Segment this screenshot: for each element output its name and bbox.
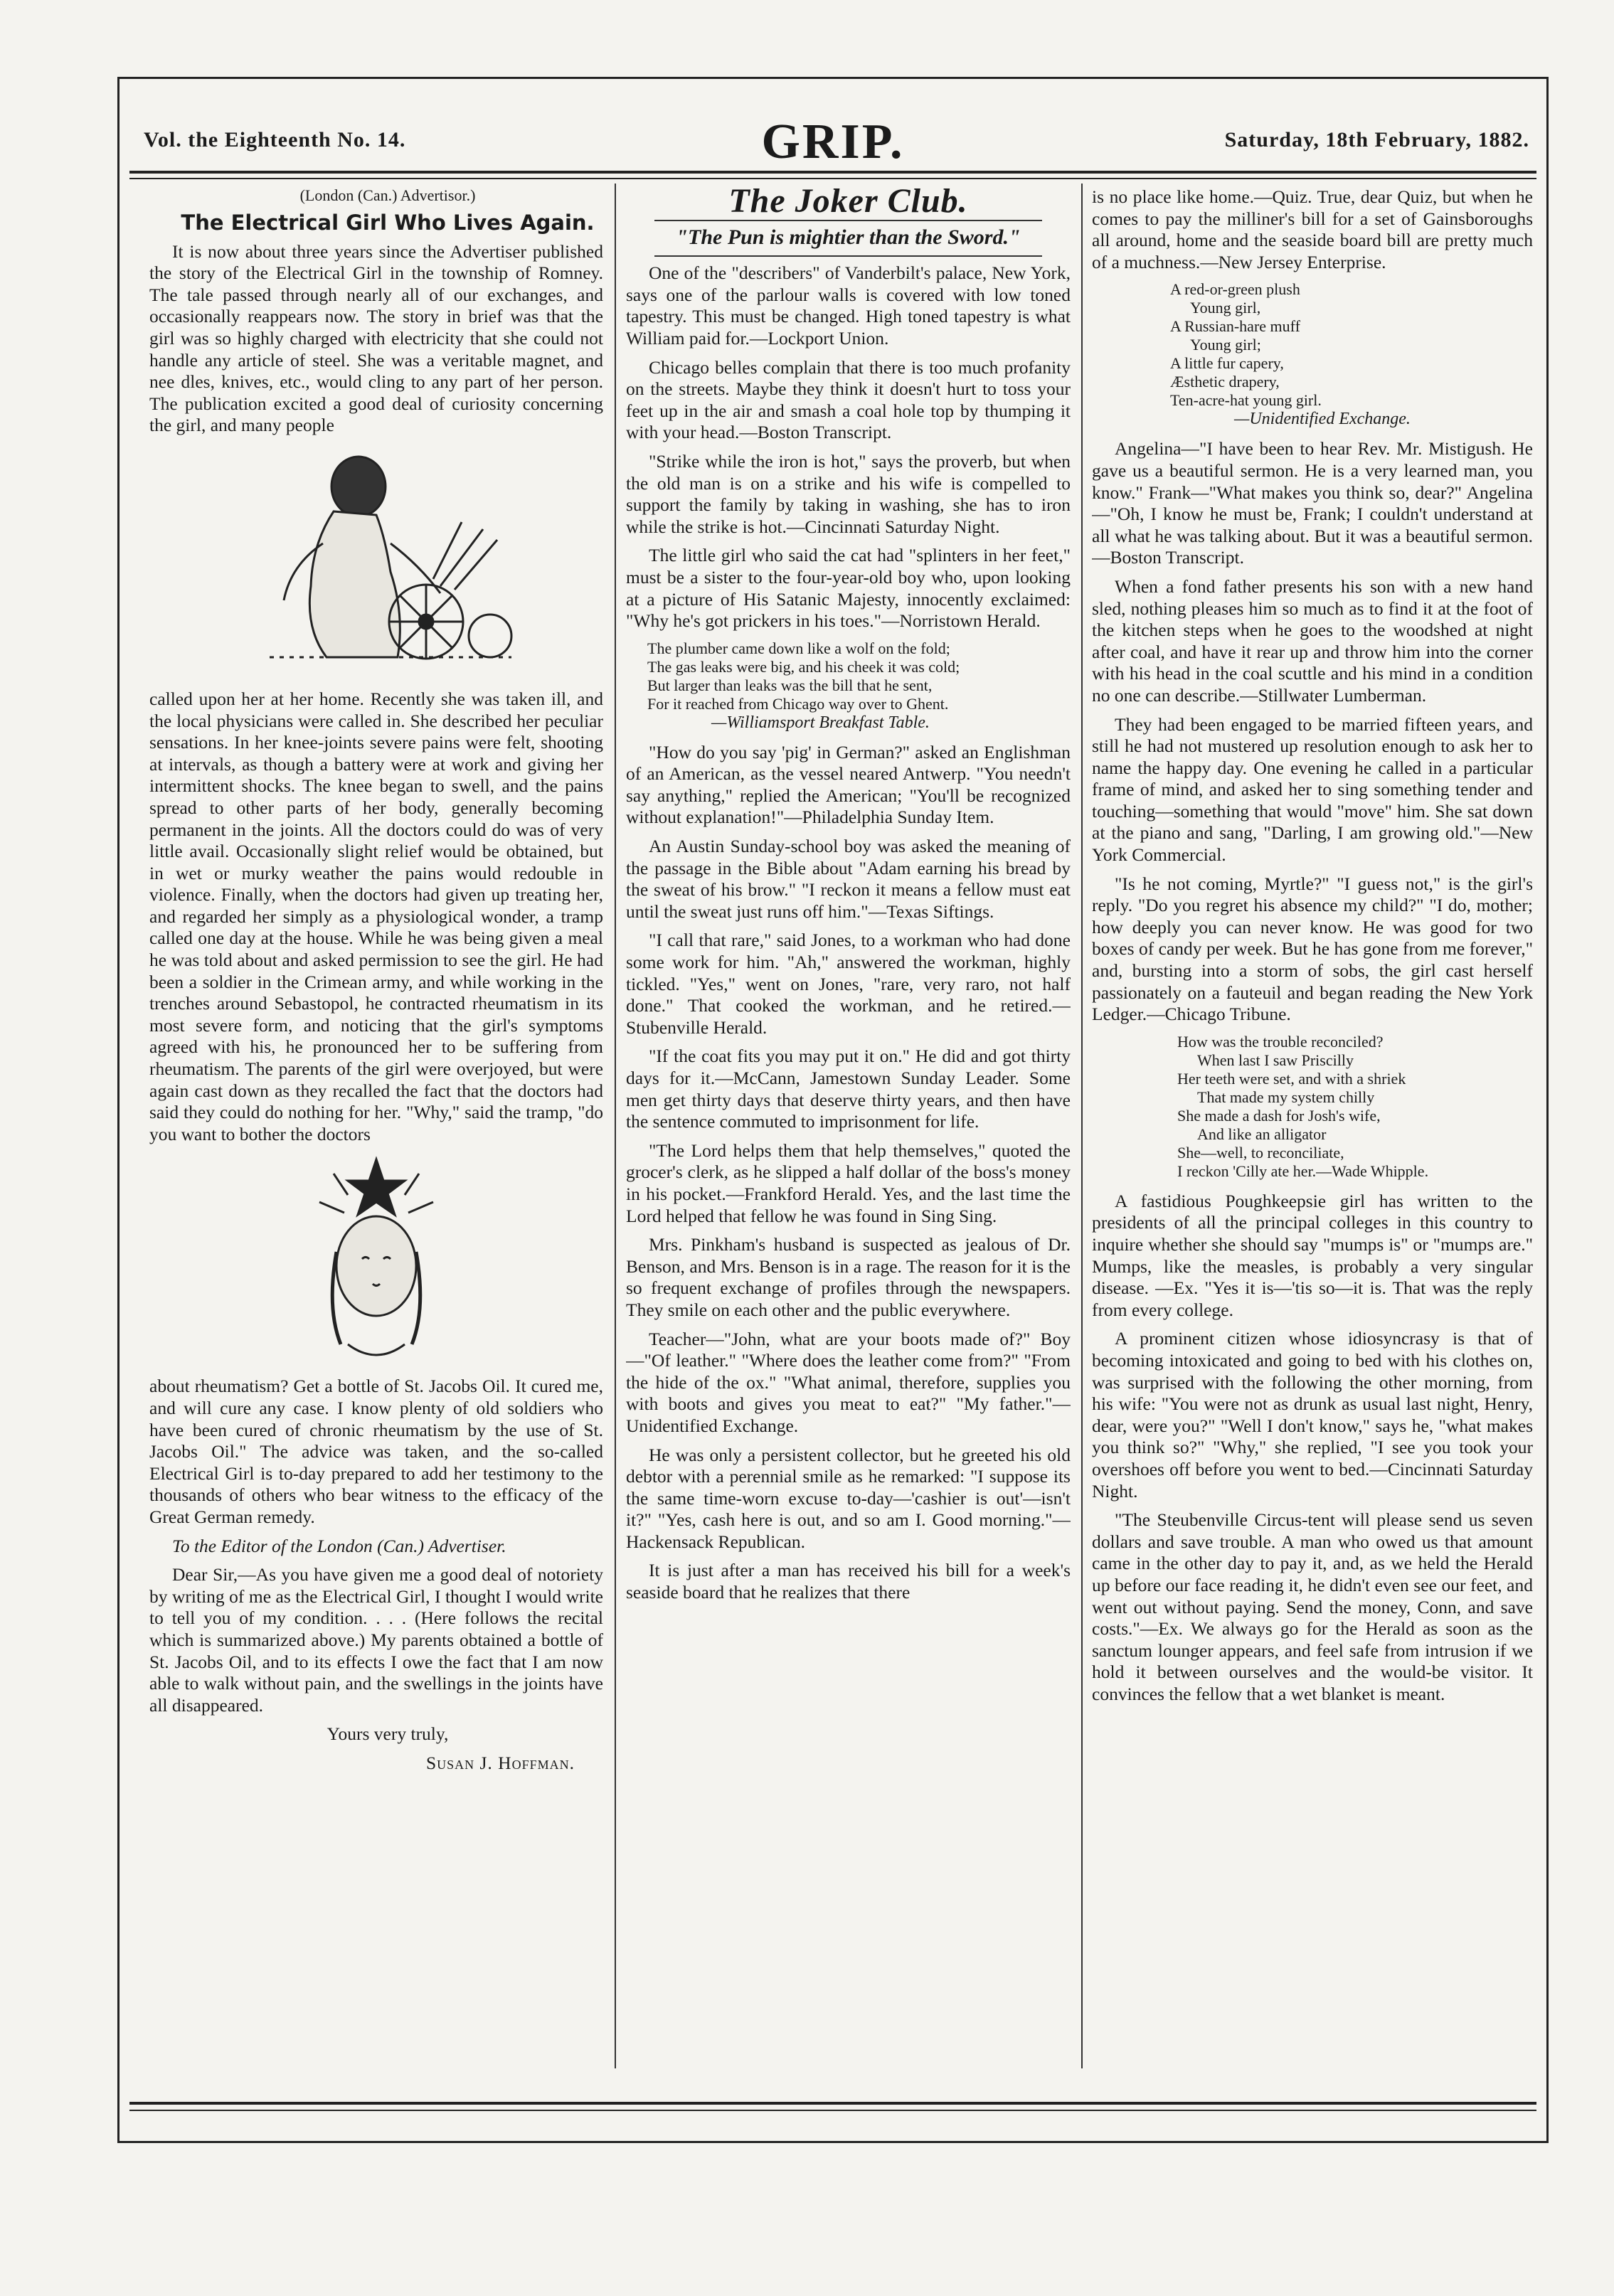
verse-line: I reckon 'Cilly ate her.—Wade Whipple. [1177, 1162, 1429, 1180]
article-paragraph: about rheumatism? Get a bottle of St. Jacobs Oil. It cured me, and will cure any case. I know plenty of old soldiers who have been cured of chronic rheumatism by the use of St. Jacobs Oil." The advice was taken, and the so-called Electrical Girl is to-day prepared to add her testimony to the thousands of others who bear witness to the efficacy of the Great German remedy. [149, 1376, 603, 1527]
verse-line: That made my system chilly [1197, 1088, 1375, 1106]
joke-item: "The Steubenville Circus-tent will please send us seven dollars and save trouble. A man who owed us that amount came in the other day to pay it, and, as we held the Herald up before our face reading it, he didn't even see our feet, and went out without paying. Send the money, Conn, and save costs."—Ex. We always go for the Herald as soon as the sanctum lounger appears, and feel safe from intrusion if we hold it between ourselves and the would-be visitor. It convinces the fellow that a wet blanket is meant. [1092, 1509, 1533, 1704]
verse-line: The gas leaks were big, and his cheek it was cold; [647, 657, 960, 676]
article-paragraph: called upon her at her home. Recently she was taken ill, and the local physicians were called in. She described her peculiar sensations. In her knee-joints severe pains were felt, shooting at intervals, as though a battery were at work and giving her intermittent shocks. The knee began to swell, and the pains spread to other parts of her body, generally becoming permanent in the joints. All the doctors could do was of very little avail. Occasionally slight relief would be obtained, but in wet or murky weather the pains would redouble in violence. Finally, when the doctors had given up treating her, and regarded her simply as a physiological wonder, a tramp called one day at the house. While he was being given a meal he was told about and asked permission to see the girl. He had been a soldier in the Crimean army, and while working in the trenches around Sebastopol, he contracted rheumatism in its most severe form, and noticing that the girl's symptoms agreed with his, he pronounced her to be suffering from rheumatism. The parents of the girl were overjoyed, but were again cast down as they recalled the fact that the doctors had said they could do nothing for her. "Why," said the tramp, "do you want to bother the doctors [149, 688, 603, 1144]
woman-portrait-illustration [284, 1152, 469, 1366]
verse-line: Her teeth were set, and with a shriek [1177, 1069, 1406, 1088]
verse-line: A Russian-hare muff [1170, 317, 1300, 336]
article-paragraph: It is now about three years since the Advertiser published the story of the Electrical Girl in the township of Romney. The tale passed through nearly all of our exchanges, and occasionally reappears now. The story in brief was that the girl was so highly charged with electricity that she could not handle any article of steel. She was a veritable magnet, and nee dles, knives, etc., would cling to any part of her person. The publication excited a good deal of curiosity concerning the girl, and many people [149, 240, 603, 436]
article-source: (London (Can.) Advertisor.) [299, 186, 476, 204]
volume-number: Vol. the Eighteenth No. 14. [144, 128, 406, 152]
joke-item: "The Lord helps them that help themselves," quoted the grocer's clerk, as he slipped a half dollar of the boss's money in his pocket.—Frankford Herald. Yes, and the last time the Lord helped that fellow he was found in Sing Sing. [626, 1139, 1071, 1226]
joke-item: It is just after a man has received his bill for a week's seaside board that he realizes that there [626, 1560, 1071, 1603]
verse-line: Young girl; [1190, 336, 1261, 354]
verse-line: Young girl, [1190, 299, 1261, 317]
joke-item: is no place like home.—Quiz. True, dear Quiz, but when he comes to pay the milliner's bill for a set of Gainsboroughs all around, home and the seaside board bill are pretty much of a muchness.—New Jersey Enterprise. [1092, 186, 1533, 272]
masthead-title: GRIP. [761, 115, 905, 169]
verse-line: A little fur capery, [1170, 354, 1284, 373]
verse-line: A red-or-green plush [1170, 280, 1300, 299]
joke-item: Chicago belles complain that there is too much profanity on the streets. Maybe they think it doesn't hurt to toss your feet up in the air and smash a coal hole top by thumping it with your head.—Boston Transcript. [626, 356, 1071, 443]
joke-item: "Is he not coming, Myrtle?" "I guess not," is the girl's reply. "Do you regret his absence my child?" "I do, mother; how deeply you can never know. He was good for two boxes of candy per week. But he has gone from me forever," and, bursting into a storm of sobs, the girl cast herself passionately on a fauteuil and began reading the New York Ledger.—Chicago Tribune. [1092, 873, 1533, 1025]
joke-item: One of the "describers" of Vanderbilt's palace, New York, says one of the parlour walls is covered with low toned tapestry. This must be changed. High toned tapestry is what William paid for.—Lockport Union. [626, 262, 1071, 349]
joke-item: A fastidious Poughkeepsie girl has written to the presidents of all the principal colleges in this country to inquire whether she should say "mumps is" or "mumps are." Mumps, like the measles, is probably a very singular disease. —Ex. "Yes it is—'tis so—it is. That was the reply from every college. [1092, 1190, 1533, 1320]
joke-item: "I call that rare," said Jones, to a workman who had done some work for him. "Ah," answered the workman, highly tickled. "Yes," went on Jones, "rare, very raro, not half done." That cooked the workman, and he retired.—Stubenville Herald. [626, 930, 1071, 1038]
letter-address: To the Editor of the London (Can.) Advertiser. [172, 1535, 506, 1556]
verse-line: Æsthetic drapery, [1170, 373, 1280, 391]
joke-item: "Strike while the iron is hot," says the proverb, but when the old man is on a strike and his wife is compelled to support the family by taking in washing, she has to iron while the strike is hot.—Cincinnati Saturday Night. [626, 450, 1071, 537]
verse-line: How was the trouble reconciled? [1177, 1032, 1384, 1051]
section-motto: "The Pun is mightier than the Sword." [676, 225, 1021, 249]
footer-rule [129, 2102, 1536, 2105]
joke-item: An Austin Sunday-school boy was asked the meaning of the passage in the Bible about "Adam earning his bread by the sweat of his brow." "I reckon it means a fellow must eat until the sweat just runs off him."—Texas Siftings. [626, 836, 1071, 922]
letter-closing: Yours very truly, [326, 1723, 449, 1745]
joke-item: A prominent citizen whose idiosyncrasy is that of becoming intoxicated and going to bed with his clothes on, was surprised with the following the other morning, from his wife: "You were not as drunk as usual last night, Henry, dear, were you?" "Well I don't know," says he, "what makes you think so?" "Why," she replied, "I see you took your overshoes off before you went to bed.—Cincinnati Saturday Night. [1092, 1328, 1533, 1502]
verse [647, 639, 1071, 732]
verse-line: But larger than leaks was the bill that he sent, [647, 676, 933, 694]
masthead-rule-thin [129, 178, 1536, 179]
verse-source: —Unidentified Exchange. [1234, 410, 1411, 429]
verse-line: For it reached from Chicago way over to Ghent. [647, 694, 949, 713]
verse [1170, 280, 1533, 428]
verse-line: And like an alligator [1197, 1125, 1327, 1143]
verse-line: She—well, to reconciliate, [1177, 1143, 1344, 1162]
masthead-rule [129, 171, 1536, 174]
masthead [129, 107, 1536, 171]
letter-body: Dear Sir,—As you have given me a good deal of notoriety by writing of me as the Electrical Girl, I thought I would write to tell you of my condition. . . . (Here follows the recital which is summarized above.) My parents obtained a bottle of St. Jacobs Oil, and to its effects I owe the fact that I am now able to walk without pain, and the swellings in the joints have all disappeared. [149, 1564, 603, 1716]
verse-line: Ten-acre-hat young girl. [1170, 391, 1322, 410]
section-title: The Joker Club. [728, 186, 968, 220]
joke-item: He was only a persistent collector, but he greeted his old debtor with a perennial smile as he remarked: "I suppose its the same time-worn excuse to-day—'cashier is out'—isn't it?" "Yes, cash here is out, and so am I. Good morning."—Hackensack Republican. [626, 1444, 1071, 1552]
joke-item: Mrs. Pinkham's husband is suspected as jealous of Dr. Benson, and Mrs. Benson is in a rage. The reason for it is the so frequent exchange of profiles through the newspapers. They smile on each other and the public everywhere. [626, 1234, 1071, 1320]
joke-item: "If the coat fits you may put it on." He did and got thirty days for it.—McCann, Jamestown Sunday Leader. Some men get thirty days that deserve thirty years, and then have the sentence commuted to imprisonment for life. [626, 1046, 1071, 1132]
girl-with-cart-illustration [227, 444, 526, 679]
divider [654, 255, 1042, 257]
joke-item: "How do you say 'pig' in German?" asked an Englishman of an American, as the vessel neared Antwerp. "You needn't say anything," replied the American; "You'll be recognized without explanation!"—Philadelphia Sunday Item. [626, 741, 1071, 828]
column-rule [615, 184, 616, 2068]
footer-rule-thin [129, 2110, 1536, 2111]
verse-line: When last I saw Priscilly [1197, 1051, 1354, 1069]
verse [1177, 1033, 1533, 1181]
verse-source: —Williamsport Breakfast Table. [711, 713, 930, 732]
joke-item: When a fond father presents his son with a new hand sled, nothing pleases him so much as to find it at the foot of the kitchen steps when he goes to the woodshed at night after coal, and have it rear up and throw him into the corner with his head in the coal scuttle and his mind in a condition no one can describe.—Stillwater Lumberman. [1092, 575, 1533, 706]
verse-line: She made a dash for Josh's wife, [1177, 1106, 1381, 1125]
joke-item: Angelina—"I have been to hear Rev. Mr. Mistigush. He gave us a beautiful sermon. He is a very learned man, you know." Frank—"What makes you think so, dear?" Angelina—"Oh, I know he must be, Frank; I couldn't understand at all what he was talking about. But it was a beautiful sermon.—Boston Transcript. [1092, 438, 1533, 568]
joke-item: They had been engaged to be married fifteen years, and still he had not mustered up resolution enough to ask her to name the happy day. One evening he called in a particular frame of mind, and asked her to sing something tender and touching—something that would "move" him. She sat down at the piano and sang, "Darling, I am growing old."—New York Commercial. [1092, 713, 1533, 866]
issue-date: Saturday, 18th February, 1882. [1224, 128, 1529, 152]
joke-item: The little girl who said the cat had "splinters in her feet," must be a sister to the four-year-old boy who, upon looking at a picture of His Satanic Majesty, innocently exclaimed: "Why he's got prickers in his toes."—Norristown Herald. [626, 545, 1071, 632]
joke-item: Teacher—"John, what are your boots made of?" Boy—"Of leather." "Where does the leather come from?" "From the hide of the ox." "What animal, therefore, supplies you with boots and gives you meat to eat?" "My father."—Unidentified Exchange. [626, 1328, 1071, 1436]
column-left [149, 186, 603, 2064]
column-rule [1081, 184, 1083, 2068]
column-right [1092, 186, 1533, 2064]
verse-line: The plumber came down like a wolf on the fold; [647, 639, 950, 657]
column-middle [626, 186, 1071, 2064]
article-heading: The Electrical Girl Who Lives Again. [181, 211, 595, 235]
letter-signature: Susan J. Hoffman. [425, 1752, 575, 1773]
